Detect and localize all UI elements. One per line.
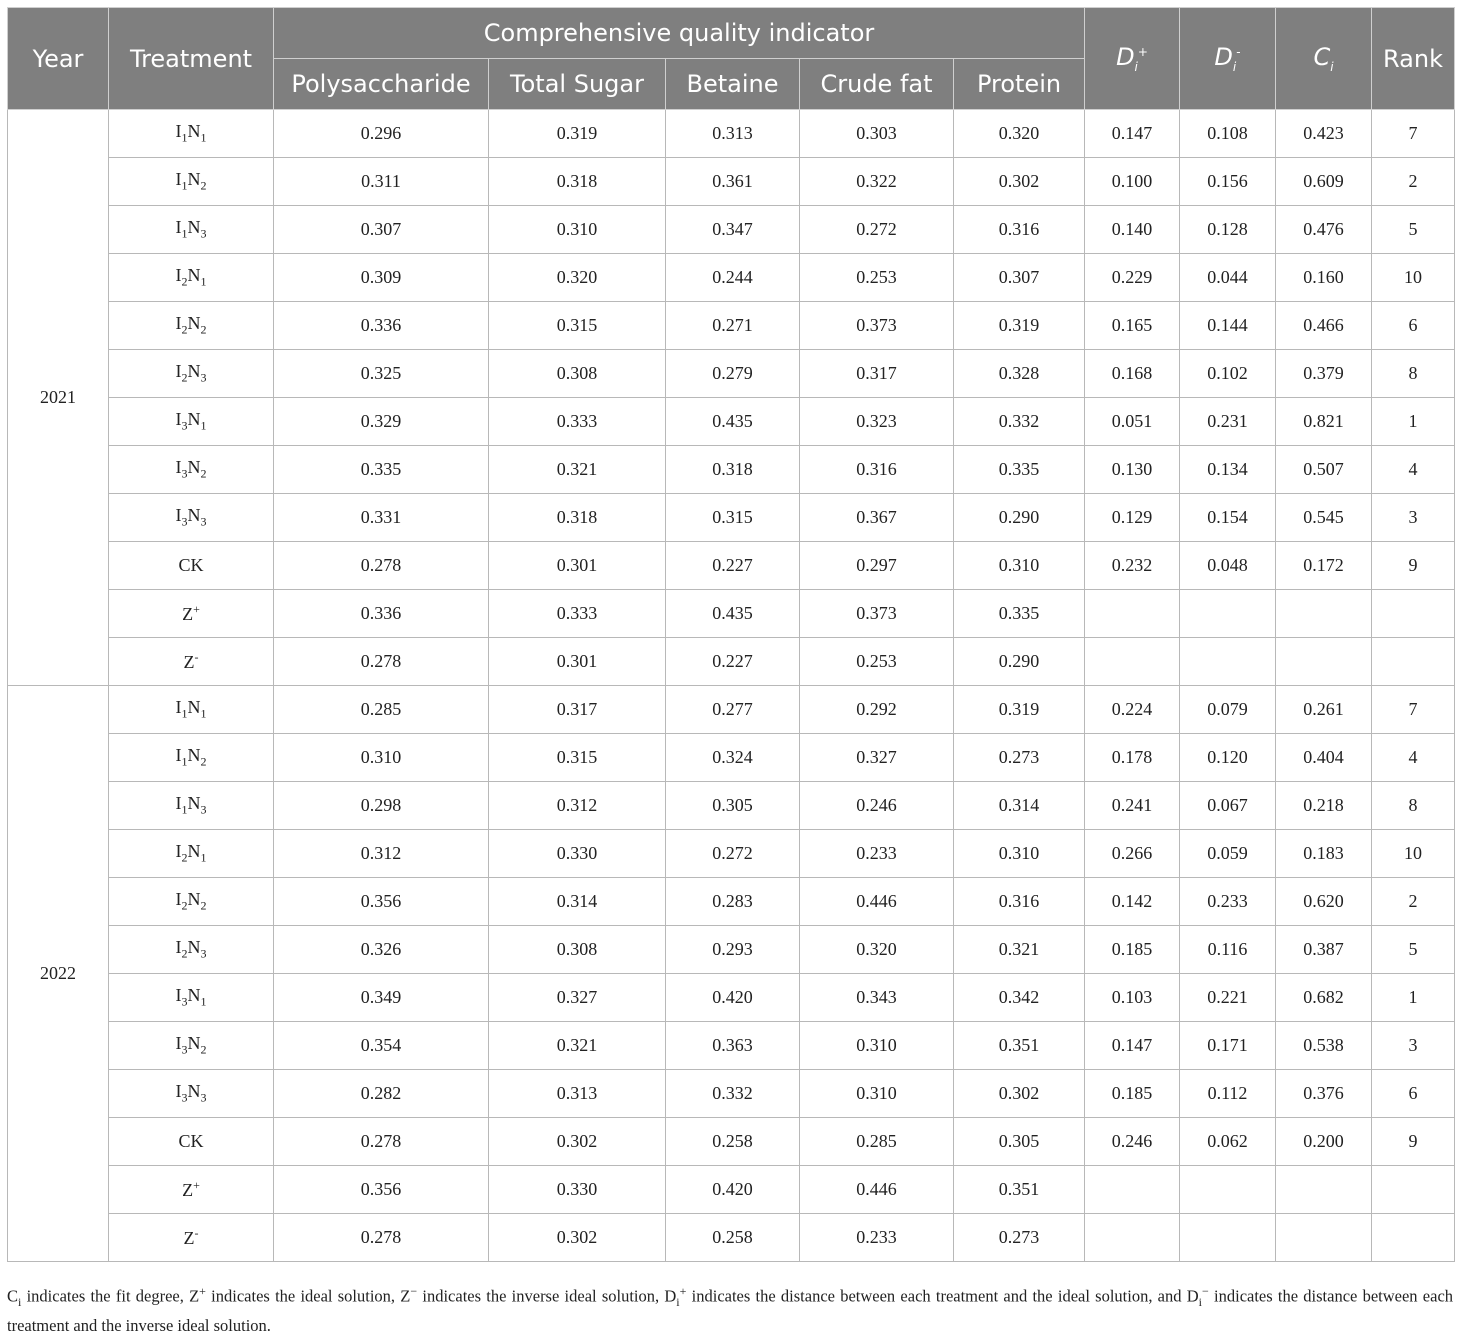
betaine-cell: 0.361 — [666, 158, 800, 206]
ci-cell — [1276, 1214, 1372, 1262]
d-plus-cell: 0.241 — [1085, 782, 1180, 830]
protein-cell: 0.321 — [954, 926, 1085, 974]
ci-cell: 0.423 — [1276, 110, 1372, 158]
polysaccharide-cell: 0.335 — [274, 446, 489, 494]
crude-fat-cell: 0.446 — [800, 1166, 954, 1214]
betaine-cell: 0.363 — [666, 1022, 800, 1070]
crude-fat-cell: 0.292 — [800, 686, 954, 734]
total-sugar-cell: 0.330 — [489, 1166, 666, 1214]
polysaccharide-cell: 0.296 — [274, 110, 489, 158]
protein-cell: 0.273 — [954, 734, 1085, 782]
d-plus-cell: 0.130 — [1085, 446, 1180, 494]
rank-cell — [1372, 590, 1455, 638]
rank-cell — [1372, 1166, 1455, 1214]
total-sugar-cell: 0.327 — [489, 974, 666, 1022]
header-betaine: Betaine — [666, 59, 800, 110]
header-d-minus: $D_i^-$ — [1180, 8, 1276, 110]
crude-fat-cell: 0.233 — [800, 1214, 954, 1262]
treatment-cell: $I_2N_1$ — [109, 830, 274, 878]
footnote-part: − — [1202, 1284, 1209, 1298]
footnote-part: indicates the ideal solution, Z — [205, 1286, 411, 1306]
ci-cell: 0.200 — [1276, 1118, 1372, 1166]
ci-cell: 0.404 — [1276, 734, 1372, 782]
d-minus-cell: 0.116 — [1180, 926, 1276, 974]
ci-cell: 0.609 — [1276, 158, 1372, 206]
treatment-cell: Z- — [109, 638, 274, 686]
header-total-sugar: Total Sugar — [489, 59, 666, 110]
polysaccharide-cell: 0.325 — [274, 350, 489, 398]
polysaccharide-cell: 0.329 — [274, 398, 489, 446]
rank-cell: 7 — [1372, 686, 1455, 734]
total-sugar-cell: 0.320 — [489, 254, 666, 302]
total-sugar-cell: 0.313 — [489, 1070, 666, 1118]
rank-cell — [1372, 638, 1455, 686]
d-minus-cell: 0.144 — [1180, 302, 1276, 350]
ci-cell — [1276, 1166, 1372, 1214]
rank-cell: 1 — [1372, 974, 1455, 1022]
polysaccharide-cell: 0.336 — [274, 302, 489, 350]
polysaccharide-cell: 0.278 — [274, 638, 489, 686]
d-plus-cell: 0.185 — [1085, 1070, 1180, 1118]
d-minus-cell: 0.102 — [1180, 350, 1276, 398]
table-row — [8, 974, 1455, 1022]
protein-cell: 0.328 — [954, 350, 1085, 398]
rank-cell: 10 — [1372, 254, 1455, 302]
d-plus-cell — [1085, 1214, 1180, 1262]
polysaccharide-cell: 0.356 — [274, 1166, 489, 1214]
polysaccharide-cell: 0.309 — [274, 254, 489, 302]
footnote-part: C — [7, 1286, 19, 1306]
table-row — [8, 1214, 1455, 1262]
header-polysaccharide: Polysaccharide — [274, 59, 489, 110]
crude-fat-cell: 0.253 — [800, 638, 954, 686]
total-sugar-cell: 0.333 — [489, 398, 666, 446]
rank-cell: 2 — [1372, 158, 1455, 206]
table-row — [8, 110, 1455, 158]
crude-fat-cell: 0.317 — [800, 350, 954, 398]
d-minus-cell: 0.120 — [1180, 734, 1276, 782]
ci-cell: 0.218 — [1276, 782, 1372, 830]
footnote-part: indicates the inverse ideal solution, D — [417, 1286, 677, 1306]
ci-cell: 0.507 — [1276, 446, 1372, 494]
table-row — [8, 782, 1455, 830]
polysaccharide-cell: 0.356 — [274, 878, 489, 926]
betaine-cell: 0.315 — [666, 494, 800, 542]
treatment-cell: $I_2N_2$ — [109, 878, 274, 926]
betaine-cell: 0.313 — [666, 110, 800, 158]
table-row — [8, 350, 1455, 398]
ci-cell — [1276, 590, 1372, 638]
protein-cell: 0.332 — [954, 398, 1085, 446]
total-sugar-cell: 0.302 — [489, 1118, 666, 1166]
d-minus-cell — [1180, 590, 1276, 638]
protein-cell: 0.320 — [954, 110, 1085, 158]
total-sugar-cell: 0.301 — [489, 638, 666, 686]
footnote-part: i — [18, 1294, 22, 1309]
crude-fat-cell: 0.303 — [800, 110, 954, 158]
polysaccharide-cell: 0.349 — [274, 974, 489, 1022]
header-year: Year — [8, 8, 109, 110]
treatment-cell: $I_1N_3$ — [109, 782, 274, 830]
table-row — [8, 158, 1455, 206]
crude-fat-cell: 0.323 — [800, 398, 954, 446]
d-minus-cell: 0.067 — [1180, 782, 1276, 830]
protein-cell: 0.316 — [954, 878, 1085, 926]
rank-cell — [1372, 1214, 1455, 1262]
rank-cell: 8 — [1372, 782, 1455, 830]
rank-cell: 8 — [1372, 350, 1455, 398]
treatment-cell: CK — [109, 542, 274, 590]
d-plus-cell: 0.147 — [1085, 110, 1180, 158]
ci-cell: 0.379 — [1276, 350, 1372, 398]
table-row — [8, 302, 1455, 350]
d-minus-cell: 0.156 — [1180, 158, 1276, 206]
header-d-plus: $D_i^+$ — [1085, 8, 1180, 110]
table-row — [8, 638, 1455, 686]
treatment-cell: $I_3N_3$ — [109, 494, 274, 542]
crude-fat-cell: 0.233 — [800, 830, 954, 878]
ci-cell: 0.682 — [1276, 974, 1372, 1022]
rank-cell: 6 — [1372, 302, 1455, 350]
protein-cell: 0.342 — [954, 974, 1085, 1022]
betaine-cell: 0.324 — [666, 734, 800, 782]
crude-fat-cell: 0.246 — [800, 782, 954, 830]
ci-cell: 0.183 — [1276, 830, 1372, 878]
crude-fat-cell: 0.373 — [800, 302, 954, 350]
polysaccharide-cell: 0.285 — [274, 686, 489, 734]
crude-fat-cell: 0.297 — [800, 542, 954, 590]
betaine-cell: 0.435 — [666, 398, 800, 446]
ci-cell: 0.160 — [1276, 254, 1372, 302]
d-minus-cell: 0.062 — [1180, 1118, 1276, 1166]
table-row — [8, 734, 1455, 782]
protein-cell: 0.319 — [954, 686, 1085, 734]
table-row — [8, 206, 1455, 254]
polysaccharide-cell: 0.331 — [274, 494, 489, 542]
protein-cell: 0.351 — [954, 1166, 1085, 1214]
polysaccharide-cell: 0.278 — [274, 542, 489, 590]
footnote-part: − — [410, 1284, 418, 1298]
table-row — [8, 398, 1455, 446]
total-sugar-cell: 0.318 — [489, 494, 666, 542]
treatment-cell: $I_3N_1$ — [109, 398, 274, 446]
table-row — [8, 590, 1455, 638]
rank-cell: 5 — [1372, 206, 1455, 254]
table-row — [8, 494, 1455, 542]
ci-cell: 0.172 — [1276, 542, 1372, 590]
crude-fat-cell: 0.310 — [800, 1022, 954, 1070]
treatment-cell: $I_3N_1$ — [109, 974, 274, 1022]
d-minus-cell: 0.154 — [1180, 494, 1276, 542]
treatment-cell: $I_1N_1$ — [109, 686, 274, 734]
protein-cell: 0.314 — [954, 782, 1085, 830]
betaine-cell: 0.258 — [666, 1118, 800, 1166]
polysaccharide-cell: 0.326 — [274, 926, 489, 974]
ci-cell — [1276, 638, 1372, 686]
protein-cell: 0.351 — [954, 1022, 1085, 1070]
betaine-cell: 0.279 — [666, 350, 800, 398]
polysaccharide-cell: 0.298 — [274, 782, 489, 830]
total-sugar-cell: 0.308 — [489, 926, 666, 974]
total-sugar-cell: 0.333 — [489, 590, 666, 638]
treatment-cell: $I_1N_3$ — [109, 206, 274, 254]
table-row — [8, 542, 1455, 590]
table-row — [8, 254, 1455, 302]
table-row — [8, 1118, 1455, 1166]
protein-cell: 0.310 — [954, 542, 1085, 590]
crude-fat-cell: 0.373 — [800, 590, 954, 638]
header-rank: Rank — [1372, 8, 1455, 110]
polysaccharide-cell: 0.354 — [274, 1022, 489, 1070]
header-crude-fat: Crude fat — [800, 59, 954, 110]
quality-table — [7, 7, 1455, 1262]
header-treatment: Treatment — [109, 8, 274, 110]
crude-fat-cell: 0.322 — [800, 158, 954, 206]
betaine-cell: 0.318 — [666, 446, 800, 494]
rank-cell: 3 — [1372, 494, 1455, 542]
header-protein: Protein — [954, 59, 1085, 110]
footnote-part: + — [199, 1284, 206, 1298]
rank-cell: 6 — [1372, 1070, 1455, 1118]
treatment-cell: $I_2N_2$ — [109, 302, 274, 350]
treatment-cell: Z+ — [109, 1166, 274, 1214]
betaine-cell: 0.420 — [666, 974, 800, 1022]
total-sugar-cell: 0.310 — [489, 206, 666, 254]
protein-cell: 0.316 — [954, 206, 1085, 254]
betaine-cell: 0.420 — [666, 1166, 800, 1214]
treatment-cell: $I_1N_2$ — [109, 734, 274, 782]
polysaccharide-cell: 0.310 — [274, 734, 489, 782]
crude-fat-cell: 0.367 — [800, 494, 954, 542]
rank-cell: 5 — [1372, 926, 1455, 974]
betaine-cell: 0.244 — [666, 254, 800, 302]
crude-fat-cell: 0.285 — [800, 1118, 954, 1166]
treatment-cell: $I_2N_1$ — [109, 254, 274, 302]
treatment-cell: $I_2N_3$ — [109, 350, 274, 398]
crude-fat-cell: 0.343 — [800, 974, 954, 1022]
d-plus-cell: 0.129 — [1085, 494, 1180, 542]
betaine-cell: 0.293 — [666, 926, 800, 974]
treatment-cell: $I_3N_3$ — [109, 1070, 274, 1118]
footnote-part: + — [679, 1284, 687, 1298]
protein-cell: 0.290 — [954, 494, 1085, 542]
d-minus-cell: 0.128 — [1180, 206, 1276, 254]
betaine-cell: 0.332 — [666, 1070, 800, 1118]
total-sugar-cell: 0.317 — [489, 686, 666, 734]
table-row — [8, 830, 1455, 878]
ci-cell: 0.821 — [1276, 398, 1372, 446]
polysaccharide-cell: 0.278 — [274, 1118, 489, 1166]
protein-cell: 0.273 — [954, 1214, 1085, 1262]
footnote-part: indicates the distance between each treatment and the ideal solution, and D — [686, 1286, 1199, 1306]
ci-cell: 0.538 — [1276, 1022, 1372, 1070]
protein-cell: 0.319 — [954, 302, 1085, 350]
table-row — [8, 1022, 1455, 1070]
ci-cell: 0.545 — [1276, 494, 1372, 542]
total-sugar-cell: 0.318 — [489, 158, 666, 206]
total-sugar-cell: 0.330 — [489, 830, 666, 878]
d-minus-cell: 0.112 — [1180, 1070, 1276, 1118]
polysaccharide-cell: 0.282 — [274, 1070, 489, 1118]
total-sugar-cell: 0.315 — [489, 734, 666, 782]
d-minus-cell — [1180, 638, 1276, 686]
ci-cell: 0.466 — [1276, 302, 1372, 350]
d-plus-cell: 0.168 — [1085, 350, 1180, 398]
footnote-part: indicates the distance between each treatment and the inverse ideal solution. — [7, 1286, 1454, 1335]
total-sugar-cell: 0.312 — [489, 782, 666, 830]
table-row — [8, 446, 1455, 494]
d-minus-cell: 0.048 — [1180, 542, 1276, 590]
d-plus-cell: 0.100 — [1085, 158, 1180, 206]
table-row — [8, 1166, 1455, 1214]
d-plus-cell — [1085, 638, 1180, 686]
d-plus-cell: 0.229 — [1085, 254, 1180, 302]
polysaccharide-cell: 0.312 — [274, 830, 489, 878]
betaine-cell: 0.227 — [666, 638, 800, 686]
d-plus-cell: 0.147 — [1085, 1022, 1180, 1070]
protein-cell: 0.305 — [954, 1118, 1085, 1166]
polysaccharide-cell: 0.311 — [274, 158, 489, 206]
treatment-cell: Z+ — [109, 590, 274, 638]
treatment-cell: $I_1N_1$ — [109, 110, 274, 158]
table-row — [8, 1070, 1455, 1118]
crude-fat-cell: 0.320 — [800, 926, 954, 974]
betaine-cell: 0.305 — [666, 782, 800, 830]
table-row — [8, 686, 1455, 734]
rank-cell: 2 — [1372, 878, 1455, 926]
d-plus-cell: 0.140 — [1085, 206, 1180, 254]
total-sugar-cell: 0.302 — [489, 1214, 666, 1262]
total-sugar-cell: 0.301 — [489, 542, 666, 590]
table-container — [7, 7, 1453, 1262]
ci-cell: 0.387 — [1276, 926, 1372, 974]
betaine-cell: 0.271 — [666, 302, 800, 350]
protein-cell: 0.307 — [954, 254, 1085, 302]
crude-fat-cell: 0.446 — [800, 878, 954, 926]
rank-cell: 4 — [1372, 734, 1455, 782]
rank-cell: 1 — [1372, 398, 1455, 446]
table-header — [8, 8, 1455, 110]
d-minus-cell: 0.231 — [1180, 398, 1276, 446]
d-plus-cell — [1085, 590, 1180, 638]
betaine-cell: 0.258 — [666, 1214, 800, 1262]
total-sugar-cell: 0.321 — [489, 446, 666, 494]
betaine-cell: 0.435 — [666, 590, 800, 638]
treatment-cell: $I_2N_3$ — [109, 926, 274, 974]
treatment-cell: $I_3N_2$ — [109, 1022, 274, 1070]
rank-cell: 4 — [1372, 446, 1455, 494]
crude-fat-cell: 0.253 — [800, 254, 954, 302]
total-sugar-cell: 0.314 — [489, 878, 666, 926]
d-plus-cell: 0.142 — [1085, 878, 1180, 926]
d-plus-cell: 0.224 — [1085, 686, 1180, 734]
total-sugar-cell: 0.319 — [489, 110, 666, 158]
d-minus-cell: 0.044 — [1180, 254, 1276, 302]
d-minus-cell — [1180, 1214, 1276, 1262]
treatment-cell: $I_1N_2$ — [109, 158, 274, 206]
table-row — [8, 878, 1455, 926]
protein-cell: 0.290 — [954, 638, 1085, 686]
footnote-part: indicates the fit degree, Z — [21, 1286, 200, 1306]
d-plus-cell — [1085, 1166, 1180, 1214]
total-sugar-cell: 0.308 — [489, 350, 666, 398]
table-body — [8, 110, 1455, 1262]
total-sugar-cell: 0.315 — [489, 302, 666, 350]
year-cell: 2022 — [8, 686, 109, 1262]
footnote-part: i — [1198, 1294, 1203, 1309]
d-plus-cell: 0.266 — [1085, 830, 1180, 878]
d-minus-cell — [1180, 1166, 1276, 1214]
crude-fat-cell: 0.310 — [800, 1070, 954, 1118]
betaine-cell: 0.272 — [666, 830, 800, 878]
rank-cell: 3 — [1372, 1022, 1455, 1070]
betaine-cell: 0.227 — [666, 542, 800, 590]
d-minus-cell: 0.221 — [1180, 974, 1276, 1022]
d-minus-cell: 0.108 — [1180, 110, 1276, 158]
d-plus-cell: 0.185 — [1085, 926, 1180, 974]
protein-cell: 0.310 — [954, 830, 1085, 878]
crude-fat-cell: 0.327 — [800, 734, 954, 782]
d-minus-cell: 0.171 — [1180, 1022, 1276, 1070]
polysaccharide-cell: 0.278 — [274, 1214, 489, 1262]
header-group: Comprehensive quality indicator — [274, 8, 1085, 59]
protein-cell: 0.302 — [954, 1070, 1085, 1118]
treatment-cell: $I_3N_2$ — [109, 446, 274, 494]
treatment-cell: CK — [109, 1118, 274, 1166]
d-minus-cell: 0.059 — [1180, 830, 1276, 878]
protein-cell: 0.335 — [954, 590, 1085, 638]
d-minus-cell: 0.079 — [1180, 686, 1276, 734]
ci-cell: 0.376 — [1276, 1070, 1372, 1118]
d-plus-cell: 0.178 — [1085, 734, 1180, 782]
protein-cell: 0.335 — [954, 446, 1085, 494]
treatment-cell: Z- — [109, 1214, 274, 1262]
betaine-cell: 0.283 — [666, 878, 800, 926]
crude-fat-cell: 0.316 — [800, 446, 954, 494]
ci-cell: 0.261 — [1276, 686, 1372, 734]
d-plus-cell: 0.051 — [1085, 398, 1180, 446]
footnote-part: i — [676, 1294, 680, 1309]
d-plus-cell: 0.232 — [1085, 542, 1180, 590]
header-ci: $C_i$ — [1276, 8, 1372, 110]
table-row — [8, 926, 1455, 974]
protein-cell: 0.302 — [954, 158, 1085, 206]
d-plus-cell: 0.246 — [1085, 1118, 1180, 1166]
ci-cell: 0.620 — [1276, 878, 1372, 926]
d-minus-cell: 0.233 — [1180, 878, 1276, 926]
betaine-cell: 0.347 — [666, 206, 800, 254]
crude-fat-cell: 0.272 — [800, 206, 954, 254]
d-plus-cell: 0.165 — [1085, 302, 1180, 350]
polysaccharide-cell: 0.336 — [274, 590, 489, 638]
d-minus-cell: 0.134 — [1180, 446, 1276, 494]
rank-cell: 9 — [1372, 1118, 1455, 1166]
d-plus-cell: 0.103 — [1085, 974, 1180, 1022]
ci-cell: 0.476 — [1276, 206, 1372, 254]
rank-cell: 7 — [1372, 110, 1455, 158]
year-cell: 2021 — [8, 110, 109, 686]
rank-cell: 9 — [1372, 542, 1455, 590]
rank-cell: 10 — [1372, 830, 1455, 878]
total-sugar-cell: 0.321 — [489, 1022, 666, 1070]
polysaccharide-cell: 0.307 — [274, 206, 489, 254]
betaine-cell: 0.277 — [666, 686, 800, 734]
